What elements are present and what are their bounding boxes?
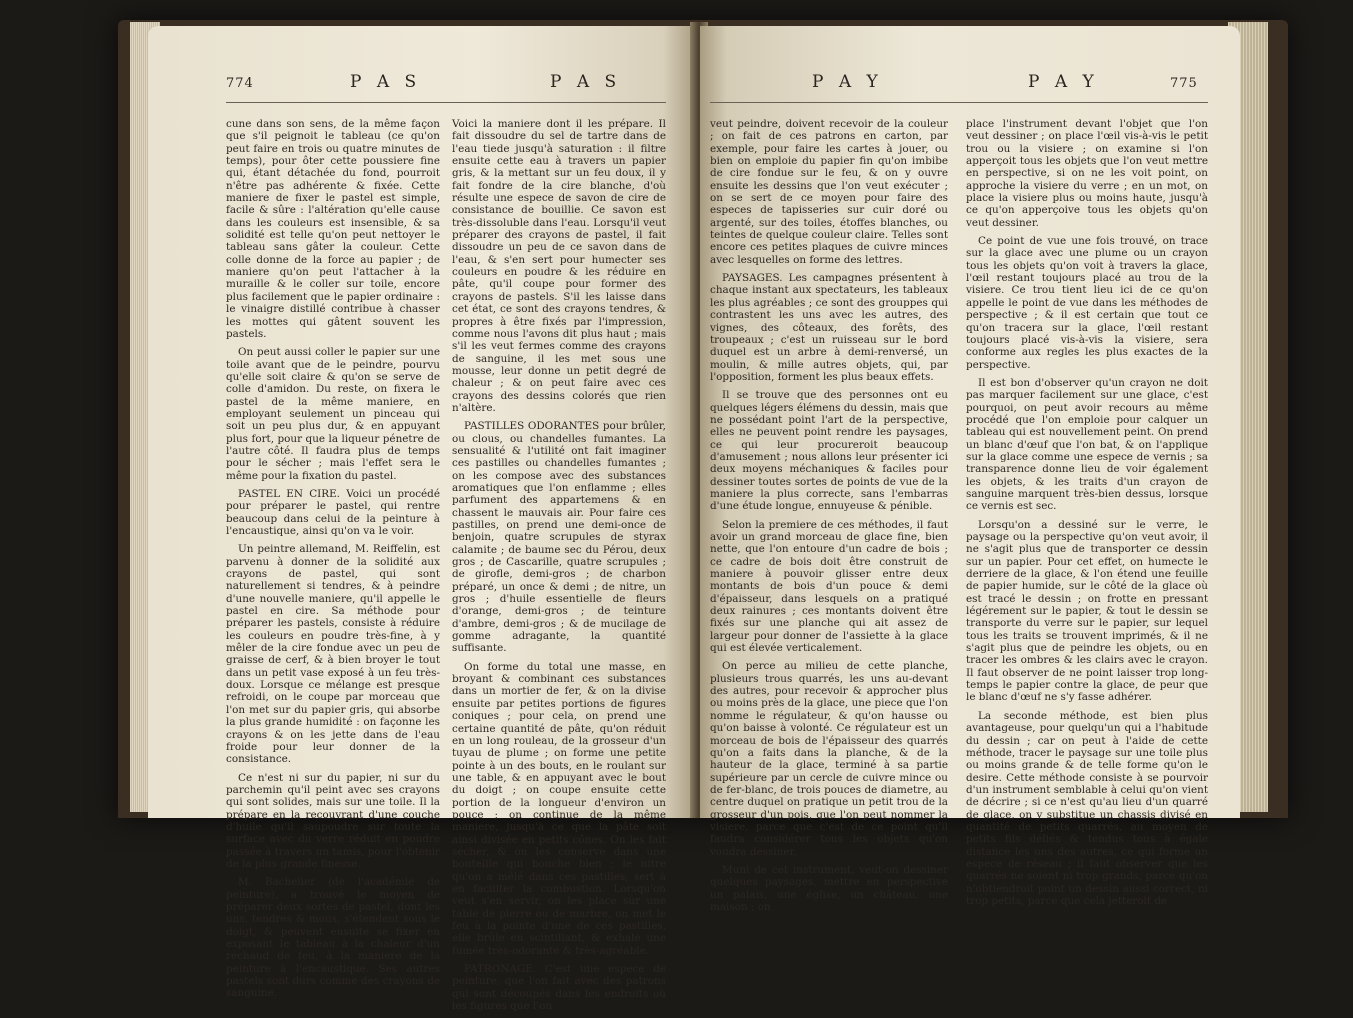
left-column-2 bbox=[452, 118, 666, 1018]
paragraph: On peut aussi coller le papier sur une toile avant que de le peindre, pourvu qu'elle soit claire & qu'on se serve de colle d'amidon. Du reste, on fixera le pastel de la même maniere, en employant seulement un pinceau qui soit un peu plus dur, & en appuyant plus fort, pour que la liqueur pénetre de l'autre côté. Il faudra plus de temps pour le sécher ; mais l'effet sera le même pour la fixation du pastel. bbox=[226, 346, 440, 482]
left-page-header bbox=[148, 72, 696, 94]
paragraph: Voici la maniere dont il les prépare. Il fait dissoudre du sel de tartre dans de l'eau tiede jusqu'à saturation : il filtre ensuite cette eau à travers un papier gris, & la mettant sur un feu doux, il y fait fondre de la cire blanche, d'où résulte une espece de savon de cire de consistance de bouillie. Ce savon est très-dissoluble dans l'eau. Lorsqu'il veut préparer des crayons de pastel, il fait dissoudre un peu de ce savon dans de l'eau, & s'en sert pour humecter ses couleurs en poudre & les réduire en pâte, qu'il coupe pour former des crayons de pastels. S'il les laisse dans cet état, ce sont des crayons tendres, & propres à être fixés par l'impression, comme nous l'avons dit plus haut ; mais s'il les veut fermes comme des crayons de sanguine, il les met sous une mousse, leur donne un petit degré de chaleur ; & on peut faire avec ces crayons des dessins colorés que rien n'altère. bbox=[452, 118, 666, 414]
paragraph: On forme du total une masse, en broyant & combinant ces substances dans un mortier de fer, & on la divise ensuite par petites portions de figures coniques ; pour cela, on prend une certaine quantité de pâte, qu'on réduit en un long rouleau, de la grosseur d'un tuyau de plume ; on forme une petite pointe à un des bouts, en le roulant sur une table, & en appuyant avec le bout du doigt ; on coupe ensuite cette portion de la longueur d'environ un pouce ; on continue de la même maniere, jusqu'à ce que la pâte soit ainsi divisée en petits cônes. On les fait sécher, & on les conserve dans une bouteille qui bouche bien ; le nitre qu'on a mêlé dans ces pastilles, sert à en faciliter la combustion. Lorsqu'on veut s'en servir, on les place sur une table de pierre ou de marbre, on met le feu à la pointe d'une de ces pastilles, elle brûle en scintillant, & exhale une fumée très-odorante & très-agréable. bbox=[452, 660, 666, 957]
left-header-rule bbox=[226, 102, 666, 103]
right-column-1 bbox=[710, 118, 948, 919]
paragraph: cune dans son sens, de la même façon que s'il peignoit le tableau (ce qu'on peut faire en trois ou quatre minutes de temps), pour ôter cette poussiere fine qui, étant détachée du fond, pourroit n'être pas adhérente & fixée. Cette maniere de fixer le pastel est simple, facile & sûre : l'altération qu'elle cause dans les couleurs est insensible, & sa solidité est telle qu'on peut nettoyer le tableau sans gâter la couleur. Cette colle donne de la force au papier ; de maniere qu'on peut l'attacher à la muraille & le coller sur toile, encore plus facilement que le papier ordinaire : le vinaigre distillé contribue à chasser les mottes qui gâtent souvent les pastels. bbox=[226, 118, 440, 340]
left-column-1 bbox=[226, 118, 440, 1006]
right-header-rule bbox=[710, 102, 1208, 103]
paragraph: PATRONAGE. C'est une espece de peinture, que l'on fait avec des patrons qui sont découpés dans les endroits où les figures que l'on bbox=[452, 963, 666, 1013]
right-headword-a: P A Y bbox=[812, 72, 883, 92]
paragraph: Ce point de vue une fois trouvé, on trace sur la glace avec une plume ou un crayon tous les objets qu'on voit à travers la glace, l'œil restant toujours placé au trou de la visiere. Ce trou tient lieu ici de ce qu'on appelle le point de vue dans les méthodes de perspective ; & il est certain que tout ce qu'on tracera sur la glace, l'œil restant toujours placé vis-à-vis la visiere, sera conforme aux regles les plus exactes de la perspective. bbox=[966, 235, 1208, 371]
right-page-header bbox=[700, 72, 1240, 94]
paragraph: Un peintre allemand, M. Reiffelin, est parvenu à donner de la solidité aux crayons de pastel, qui sont naturellement si tendres, & à peindre d'une nouvelle maniere, qu'il appelle le pastel en cire. Sa méthode pour préparer les pastels, consiste à réduire les couleurs en poudre très-fine, à y mêler de la cire fondue avec un peu de graisse de cerf, & à bien broyer le tout dans un petit vase exposé à un feu très-doux. Lorsque ce mélange est presque refroidi, on le coupe par morceau que l'on met sur du papier gris, qui absorbe la plus grande humidité : on façonne les crayons & on les jette dans de l'eau froide pour leur donner de la consistance. bbox=[226, 543, 440, 766]
right-headword-b: P A Y bbox=[1028, 72, 1099, 92]
paragraph: On perce au milieu de cette planche, plusieurs trous quarrés, les uns au-devant des autres, pour recevoir & approcher plus ou moins près de la glace, une piece que l'on nomme le régulateur, & qu'on hausse ou qu'on baisse à volonté. Ce régulateur est un morceau de bois de l'épaisseur des quarrés qu'on a faits dans la planche, & de la hauteur de la glace, terminé à sa partie supérieure par un cercle de cuivre mince ou de fer-blanc, de trois pouces de diametre, au centre duquel on pratique un petit trou de la grosseur d'un pois, que l'on peut nommer la visiere, parce que c'est de ce point qu'il faudra considérer tous les objets qu'on voudra dessiner. bbox=[710, 660, 948, 858]
paragraph: Lorsqu'on a dessiné sur le verre, le paysage ou la perspective qu'on veut avoir, il ne s'agit plus que de transporter ce dessin sur un papier. Pour cet effet, on humecte le derriere de la glace, & l'on étend une feuille de papier humide, sur le côté de la glace où est tracé le dessin ; on frotte en pressant légérement sur le papier, & tout le dessin se transporte du verre sur le papier, sur lequel tous les traits se trouvent imprimés, & il ne s'agit plus que de peindre les objets, ou en tracer les ombres & les clairs avec le crayon. Il faut observer de ne point laisser trop long-temps le papier contre la glace, de peur que le blanc d'œuf ne s'y fasse adhérer. bbox=[966, 518, 1208, 704]
paragraph: Il se trouve que des personnes ont eu quelques légers élémens du dessin, mais que ne possédant point l'art de la perspective, elles ne peuvent point rendre les paysages, ce qui leur procureroit beaucoup d'amusement ; nous allons leur présenter ici deux moyens méchaniques & faciles pour dessiner toutes sortes de points de vue de la maniere la plus correcte, sans l'embarras d'une étude longue, ennuyeuse & pénible. bbox=[710, 389, 949, 513]
paragraph: veut peindre, doivent recevoir de la couleur ; on fait de ces patrons en carton, par exemple, pour faire les cartes à jouer, ou bien on emploie du papier fin qu'on imbibe de cire fondue sur le feu, & on y ouvre ensuite les dessins que l'on veut exécuter ; on se sert de ce moyen pour faire des especes de tapisseries sur cuir doré ou argenté, sur des toiles, étoffes blanches, ou teintes de quelque couleur claire. Telles sont encore ces petites plaques de cuivre minces avec lesquelles on forme des lettres. bbox=[710, 118, 948, 266]
right-page bbox=[700, 26, 1240, 913]
right-column-2 bbox=[966, 118, 1208, 913]
paragraph: Ce n'est ni sur du papier, ni sur du parchemin qu'il peint avec ses crayons qui sont solides, mais sur une toile. Il la prépare en la recouvrant d'une couche d'huile qu'il saupoudre sur toute la surface avec du verre réduit en poudre passée à travers un tamis, pour l'obtenir de la plus grande finesse. bbox=[226, 771, 441, 870]
paragraph: PASTILLES ODORANTES pour brûler, ou clous, ou chandelles fumantes. La sensualité & l'utilité ont fait imaginer ces pastilles ou chandelles fumantes ; on les compose avec des substances aromatiques que l'on enflamme ; elles parfument des appartemens & en chassent le mauvais air. Pour faire ces pastilles, on prend une demi-once de benjoin, quatre scrupules de styrax calamite ; de baume sec du Pérou, deux gros ; de Cascarille, quatre scrupules ; de girofle, demi-gros ; de charbon préparé, un once & demi ; de nitre, un gros ; d'huile essentielle de fleurs d'orange, demi-gros ; de teinture d'ambre, demi-gros ; & de mucilage de gomme adragante, la quantité suffisante. bbox=[452, 420, 666, 655]
paragraph: Selon la premiere de ces méthodes, il faut avoir un grand morceau de glace fine, bien nette, que l'on entoure d'un cadre de bois ; ce cadre de bois doit être construit de maniere à pouvoir glisser entre deux montants de bois d'un pouce & demi d'épaisseur, dans lesquels on a pratiqué deux rainures ; ces montants doivent être fixés sur une planche qui ait assez de largeur pour donner de l'assiette à la glace qui est élevée verticalement. bbox=[710, 518, 948, 655]
paragraph: PAYSAGES. Les campagnes présentent à chaque instant aux spectateurs, les tableaux les plus agréables ; ce sont des grouppes qui contrastent les uns avec les autres, des vignes, des côteaux, des forêts, des troupeaux ; c'est un ruisseau sur le bord duquel est un arbre à demi-renversé, un moulin, & mille autres objets, qui, par l'opposition, forment les plus beaux effets. bbox=[710, 272, 948, 383]
left-page bbox=[148, 26, 696, 1013]
paragraph: place l'instrument devant l'objet que l'on veut dessiner ; on place l'œil vis-à-vis le petit trou ou la visiere ; on examine si l'on apperçoit tous les objets que l'on veut mettre en perspective, si on ne les voit point, on approche la visiere du verre ; en un mot, on place la visiere plus ou moins haute, jusqu'à ce qu'on apperçoive tous les objets qu'on veut dessiner. bbox=[966, 118, 1208, 229]
right-page-number: 775 bbox=[1170, 76, 1198, 91]
left-page-number: 774 bbox=[226, 76, 254, 91]
left-headword-b: P A S bbox=[550, 72, 622, 92]
paragraph: M. Bachelier (de l'académie de peinture), a trouvé le moyen de préparer deux sortes de pastel, dont les uns, tendres & mous, s'étendent sous le doigt, & peuvent ensuite se fixer en exposant le tableau à la chaleur d'un réchaud de feu, à la maniere de la peinture à l'encaustique. Ses autres pastels sont durs comme des crayons de sanguine. bbox=[226, 876, 440, 1000]
paragraph: PASTEL EN CIRE. Voici un procédé pour préparer le pastel, qui rentre beaucoup dans celui de la peinture à l'encaustique, ainsi qu'on va le voir. bbox=[226, 487, 440, 537]
paragraph: La seconde méthode, est bien plus avantageuse, pour quelqu'un qui a l'habitude du dessin ; car on peut à l'aide de cette méthode, tracer le paysage sur une toile plus ou moins grande & de telle forme qu'on le desire. Cette méthode consiste à se pourvoir d'un instrument semblable à celui qu'on vient de décrire ; si ce n'est qu'au lieu d'un quarré de glace, on y substitue un chassis divisé en quantité de petits quarrés, au moyen de petits fils déliés & tendus tous à égale distance les uns des autres, ce qui forme un espece de réseau ; il faut observer que les quarrés ne soient ni trop grands, parce qu'on n'obtiendroit point un dessin aussi correct, ni trop petits, parce que cela jetteroit de bbox=[966, 709, 1208, 907]
left-headword-a: P A S bbox=[350, 72, 422, 92]
paragraph: Il est bon d'observer qu'un crayon ne doit pas marquer facilement sur une glace, c'est pourquoi, on peut avoir recours au même procédé que l'on emploie pour calquer un tableau qui est nouvellement peint. On prend un blanc d'œuf que l'on bat, & on l'applique sur la glace comme une espece de vernis ; sa transparence donne lieu de voir également les objets, & les traits d'un crayon de sanguine marquent très-bien dessus, lorsque ce vernis est sec. bbox=[966, 376, 1208, 513]
paragraph: Muni de cet instrument, veut-on dessiner quelques paysages, mettre en perspective un palais, une église, un château, une maison ; on bbox=[710, 863, 948, 913]
